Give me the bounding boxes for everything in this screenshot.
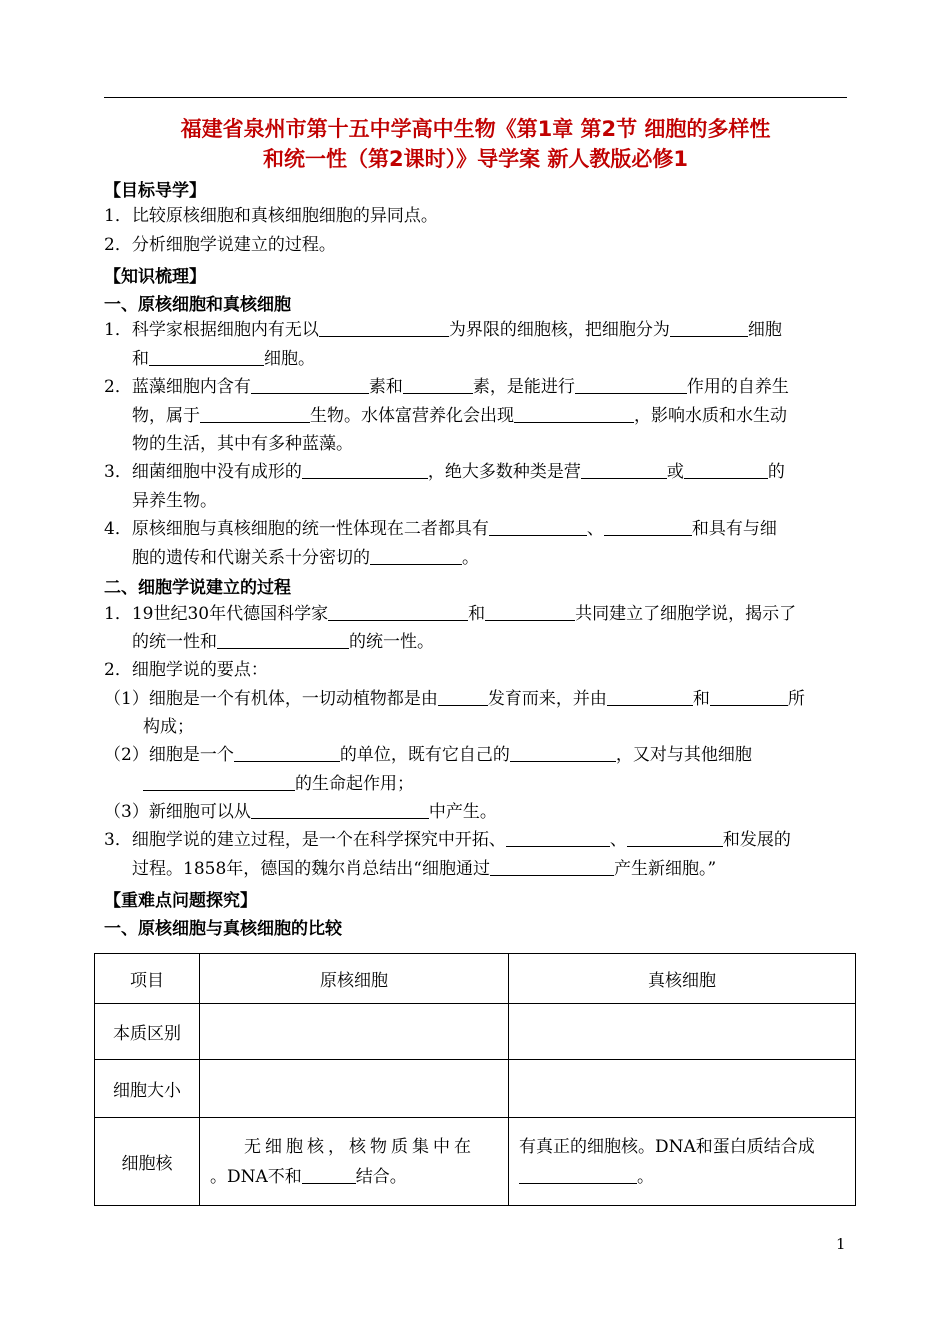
blank [438,688,488,706]
blank [510,744,616,762]
p2-q3-line2: 过程。1858年，德国的魏尔肖总结出“细胞通过 产生新细胞。” [132,859,717,879]
blank [319,319,449,337]
table-row [95,1004,856,1060]
p2-q1-line1: 1．19世纪30年代德国科学家 和 共同建立了细胞学说，揭示了 [104,604,797,624]
p1-q1-line2: 和 细胞。 [132,349,315,369]
part2-heading: 二、细胞学说建立的过程 [104,578,291,598]
row-pro-cell [200,1060,509,1118]
blank [234,744,340,762]
blank [149,348,264,366]
header-eukaryote: 真核细胞 [509,954,856,1004]
goal-item-1: 1．比较原核细胞和真核细胞细胞的异同点。 [104,206,438,226]
blank [684,461,768,479]
row-pro-cell [200,1004,509,1060]
blank [581,461,667,479]
blank [604,518,692,536]
blank [607,688,693,706]
table-row [95,1060,856,1118]
p2-point1-line1: （1）细胞是一个有机体，一切动植物都是由 发育而来，并由 和 所 [104,689,805,709]
p2-q1-line2: 的统一性和 的统一性。 [132,632,434,652]
blank [489,518,587,536]
row-eu-cell [509,1060,856,1118]
blank [251,376,369,394]
blank [490,858,614,876]
blank [627,829,723,847]
blank [514,405,634,423]
blank [710,688,788,706]
blank [485,603,575,621]
blank [670,319,748,337]
blank [200,405,310,423]
p2-q3-line1: 3．细胞学说的建立过程，是一个在科学探究中开拓、 、 和发展的 [104,830,791,850]
p1-q4-line2: 胞的遗传和代谢关系十分密切的 。 [132,548,479,568]
goals-heading: 【目标导学】 [104,181,206,201]
blank [403,376,473,394]
blank [328,603,468,621]
page-number: 1 [836,1235,846,1253]
blank [519,1166,637,1184]
p1-q2-line2: 物，属于 生物。水体富营养化会出现 ，影响水质和水生动 [132,406,787,426]
blank [575,376,687,394]
knowledge-heading: 【知识梳理】 [104,267,206,287]
row-label: 细胞大小 [95,1060,200,1118]
comparison-table [94,953,856,1206]
row-label: 本质区别 [95,1004,200,1060]
row-pro-cell: 无细胞核，核物质集中在 。DNA不和 结合。 [200,1118,509,1206]
blank [302,461,428,479]
p1-q2-line3: 物的生活，其中有多种蓝藻。 [132,434,353,454]
p2-q2: 2．细胞学说的要点： [104,660,268,680]
table-header-row [95,954,856,1004]
table-row [95,1118,856,1206]
part1-heading: 一、原核细胞和真核细胞 [104,295,291,315]
row-eu-cell [509,1004,856,1060]
blank [506,829,610,847]
p1-q1-line1: 1．科学家根据细胞内有无以 为界限的细胞核，把细胞分为 细胞 [104,320,782,340]
p2-point3: （3）新细胞可以从 中产生。 [104,802,497,822]
p2-point1-line2: 构成； [143,717,194,737]
header-rule [104,97,847,98]
p1-q2-line1: 2．蓝藻细胞内含有 素和 素，是能进行 作用的自养生 [104,377,789,397]
document-title: 福建省泉州市第十五中学高中生物《第1章 第2节 细胞的多样性 和统一性（第2课时）》导学案 新人教版必修1 [180,117,771,171]
row-eu-cell: 有真正的细胞核。DNA和蛋白质结合成 。 [509,1118,856,1206]
goal-item-2: 2．分析细胞学说建立的过程。 [104,235,336,255]
blank [251,801,429,819]
p1-q3-line1: 3．细菌细胞中没有成形的 ，绝大多数种类是营 或 的 [104,462,785,482]
blank [370,547,462,565]
p2-point2-line1: （2）细胞是一个 的单位，既有它自己的 ，又对与其他细胞 [104,745,752,765]
blank [217,631,349,649]
p1-q3-line2: 异养生物。 [132,491,217,511]
header-prokaryote: 原核细胞 [200,954,509,1004]
explore-subheading: 一、原核细胞与真核细胞的比较 [104,919,342,939]
p2-point2-line2: 的生命起作用； [143,772,414,796]
blank [302,1166,356,1184]
explore-heading: 【重难点问题探究】 [104,891,257,911]
p1-q4-line1: 4．原核细胞与真核细胞的统一性体现在二者都具有 、 和具有与细 [104,519,777,539]
header-item: 项目 [95,954,200,1004]
row-label: 细胞核 [95,1118,200,1206]
blank [143,773,295,791]
